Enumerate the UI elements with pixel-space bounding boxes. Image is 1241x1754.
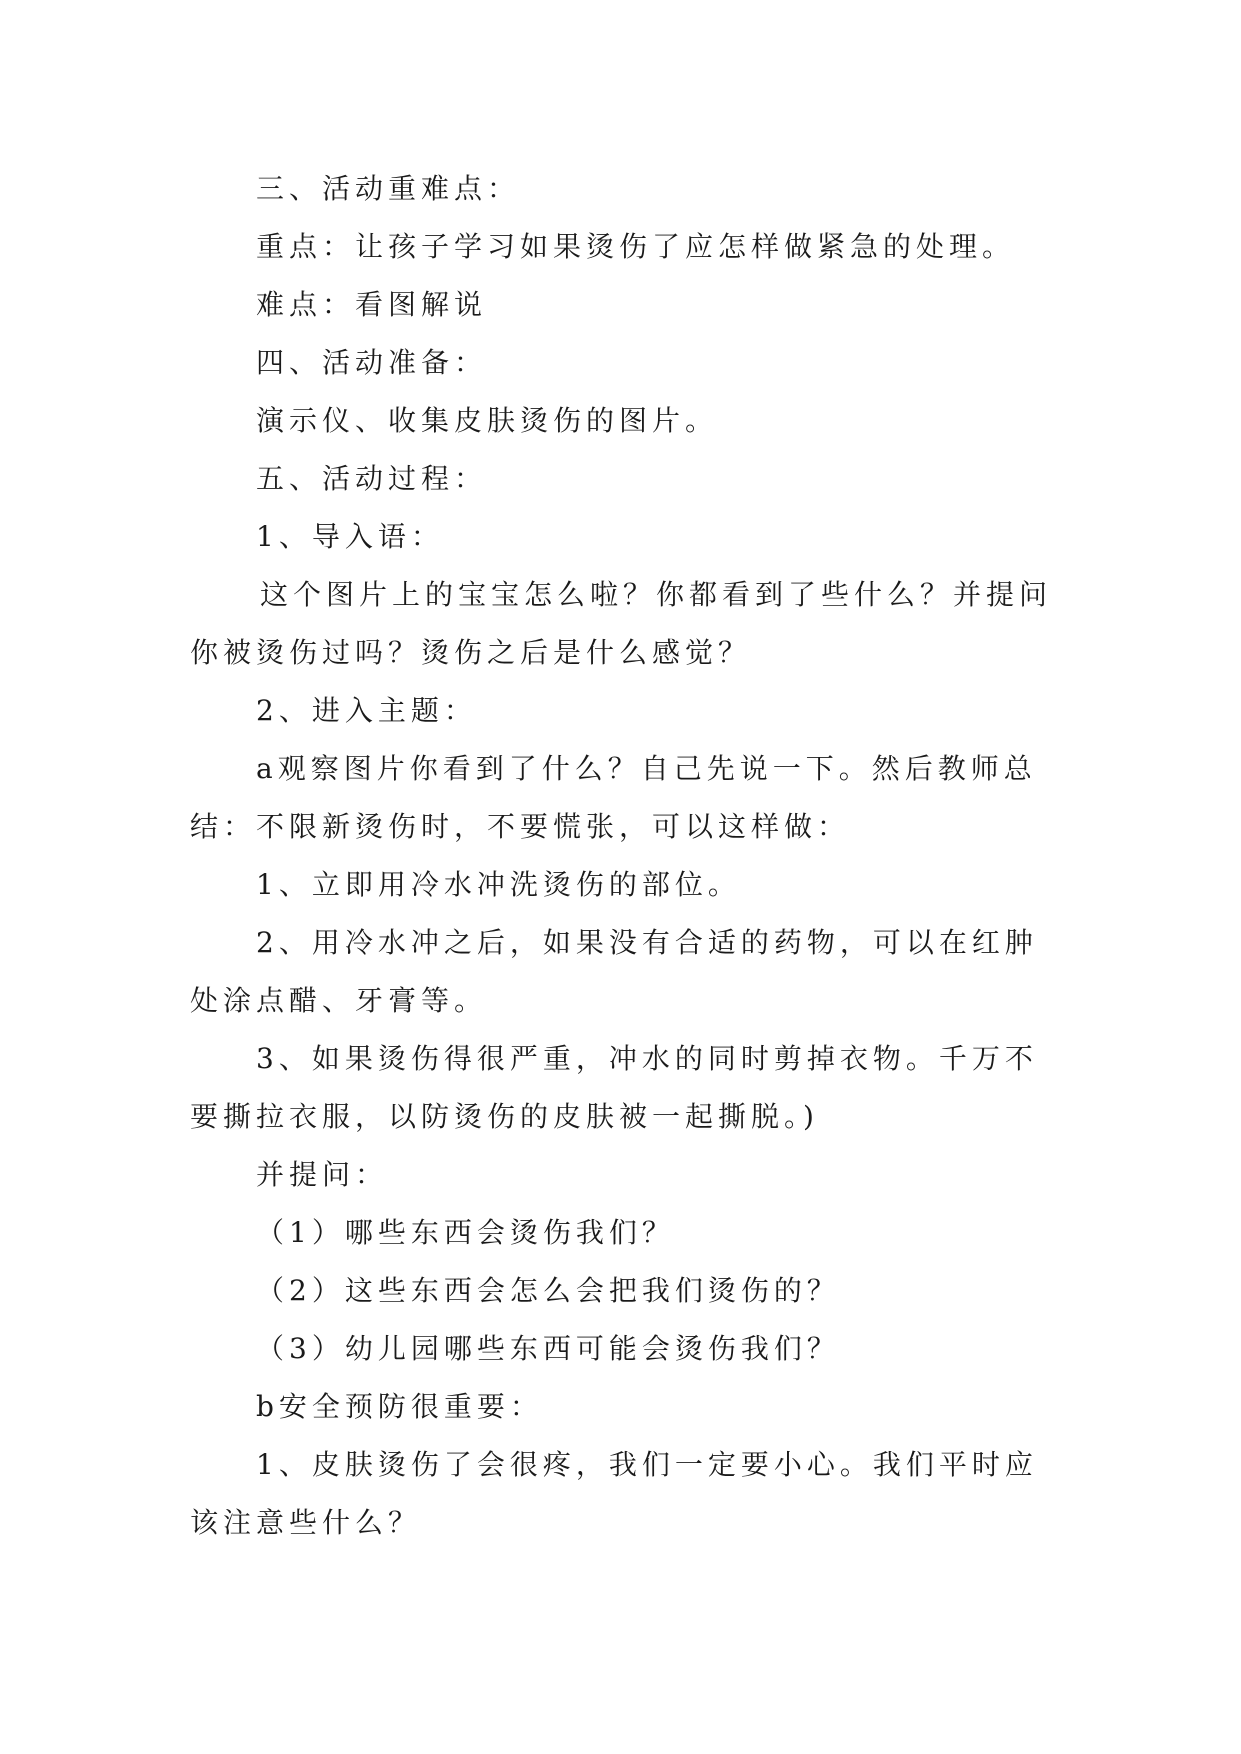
list-item: 2、用冷水冲之后，如果没有合适的药物，可以在红肿处涂点醋、牙膏等。 bbox=[190, 926, 1038, 1017]
difficult-point-text: 难点：看图解说 bbox=[256, 288, 488, 321]
intro-text: 这个图片上的宝宝怎么啦？你都看到了些什么？并提问你被烫伤过吗？烫伤之后是什么感觉？ bbox=[190, 578, 1053, 669]
section-heading-key-points: 三、活动重难点： bbox=[256, 172, 521, 205]
question-item: （2）这些东西会怎么会把我们烫伤的？ bbox=[256, 1274, 840, 1307]
preparation-text: 演示仪、收集皮肤烫伤的图片。 bbox=[256, 404, 719, 437]
key-point-text: 重点：让孩子学习如果烫伤了应怎样做紧急的处理。 bbox=[256, 230, 1016, 263]
section-heading-process: 五、活动过程： bbox=[256, 462, 488, 495]
question-lead: 并提问： bbox=[256, 1158, 389, 1191]
document-body bbox=[190, 160, 1070, 1552]
prevention-heading: b安全预防很重要： bbox=[256, 1390, 543, 1423]
observe-text: a观察图片你看到了什么？自己先说一下。然后教师总结：不限新烫伤时，不要慌张，可以这样做： bbox=[190, 752, 1037, 843]
step-heading-intro: 1、导入语： bbox=[256, 520, 444, 553]
list-item: 1、皮肤烫伤了会很疼，我们一定要小心。我们平时应该注意些什么？ bbox=[190, 1448, 1038, 1539]
question-item: （1）哪些东西会烫伤我们？ bbox=[256, 1216, 675, 1249]
question-item: （3）幼儿园哪些东西可能会烫伤我们？ bbox=[256, 1332, 840, 1365]
step-heading-topic: 2、进入主题： bbox=[256, 694, 477, 727]
section-heading-preparation: 四、活动准备： bbox=[256, 346, 488, 379]
list-item: 1、立即用冷水冲洗烫伤的部位。 bbox=[256, 868, 741, 901]
list-item: 3、如果烫伤得很严重，冲水的同时剪掉衣物。千万不要撕拉衣服，以防烫伤的皮肤被一起撕脱。) bbox=[190, 1042, 1038, 1133]
